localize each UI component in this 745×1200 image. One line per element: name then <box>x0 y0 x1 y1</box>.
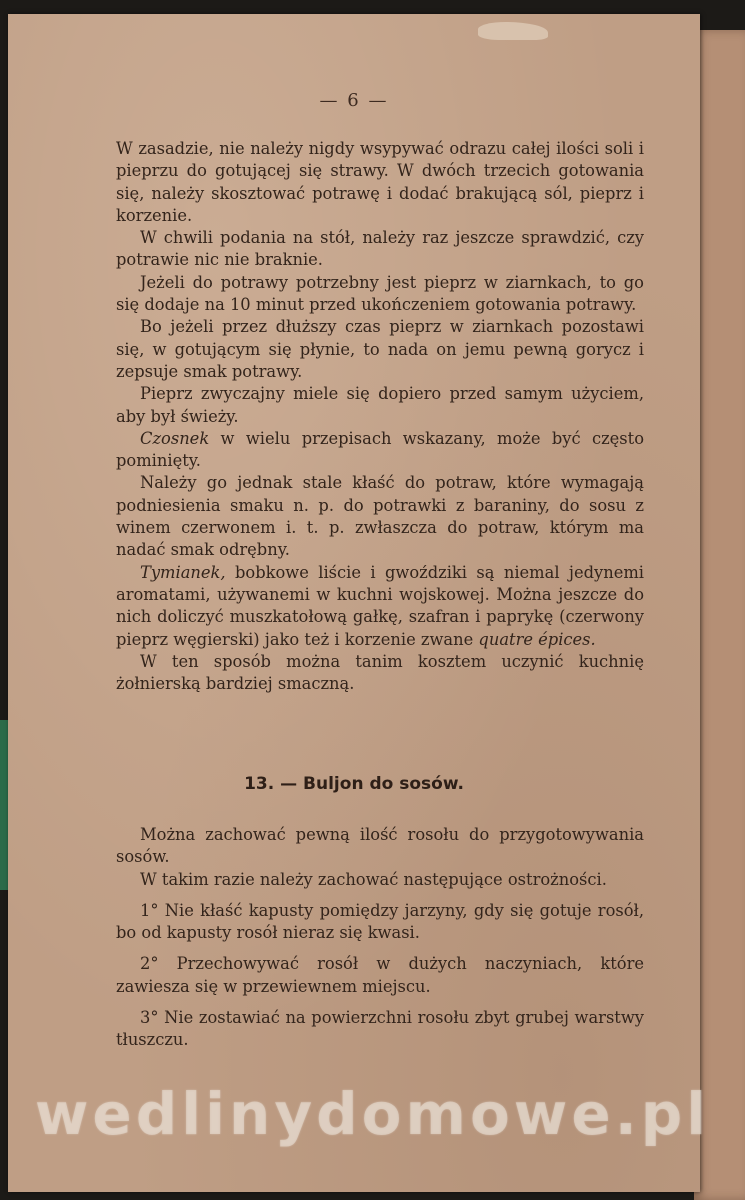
paragraph: Pieprz zwyczajny miele się dopiero przed samym użyciem, aby był świeży. <box>116 384 644 426</box>
paragraph: Można zachować pewną ilość rosołu do przygotowywania sosów. <box>116 825 644 867</box>
paragraph: Należy go jednak stale kłaść do potraw, które wymagają podniesienia smaku n. p. do potrawki z baraniny, do sosu z winem czerwonem i. t. p. zwłaszcza do potraw, którym ma nadać smak odrębny. <box>116 473 644 560</box>
paragraph: Jeżeli do potrawy potrzebny jest pieprz w ziarnkach, to go się dodaje na 10 minut przed ukończeniem gotowania potrawy. <box>116 272 644 315</box>
paragraph <box>116 562 644 651</box>
section-heading: 13. — Buljon do sosów. <box>244 774 464 794</box>
paragraph: 1° Nie kłaść kapusty pomiędzy jarzyny, gdy się gotuje rosół, bo od kapusty rosół nieraz się kwasi. <box>116 900 644 943</box>
book-page <box>8 14 700 1192</box>
page-number: — 6 — <box>319 90 389 111</box>
paragraph-text: w wielu przepisach wskazany, może być często pominięty. <box>116 428 644 471</box>
paragraph <box>116 428 644 473</box>
paragraph: W chwili podania na stół, należy raz jeszcze sprawdzić, czy potrawie nic nie braknie. <box>116 228 644 270</box>
torn-corner <box>478 22 548 40</box>
next-page-edge <box>694 30 745 1200</box>
paragraph: 3° Nie zostawiać na powierzchni rosołu zbyt grubej warstwy tłuszczu. <box>116 1008 644 1050</box>
section-text <box>116 824 644 1052</box>
paragraph: Bo jeżeli przez dłuższy czas pieprz w ziarnkach pozostawi się, w gotującym się płynie, to nada on jemu pewną gorycz i zepsuje smak potrawy. <box>116 317 644 381</box>
paragraph: W ten sposób można tanim kosztem uczynić kuchnię żołnierską bardziej smaczną. <box>116 651 644 694</box>
italic-term: Czosnek <box>140 428 210 448</box>
body-text <box>116 138 644 695</box>
paragraph: 2° Przechowywać rosół w dużych naczyniach, które zawiesza się w przewiewnem miejscu. <box>116 954 644 996</box>
watermark: wedlinydomowe.pl <box>34 1080 711 1148</box>
paragraph-text: bobkowe liście i gwoździki są niemal jedynemi aromatami, używanemi w kuchni wojskowej. Można jeszcze do nich doliczyć muszkatołową gałkę, szafran i paprykę (czerwony pieprz węgierski) jako też i korzenie zwane <box>116 562 644 649</box>
paragraph: W zasadzie, nie należy nigdy wsypywać odrazu całej ilości soli i pieprzu do gotującej się strawy. W dwóch trzecich gotowania się, należy skosztować potrawę i dodać brakującą sól, pieprz i korzenie. <box>116 139 644 225</box>
paragraph: W takim razie należy zachować następujące ostrożności. <box>140 869 607 889</box>
italic-term: Tymianek, <box>140 562 226 582</box>
italic-term: quatre épices. <box>478 629 596 649</box>
